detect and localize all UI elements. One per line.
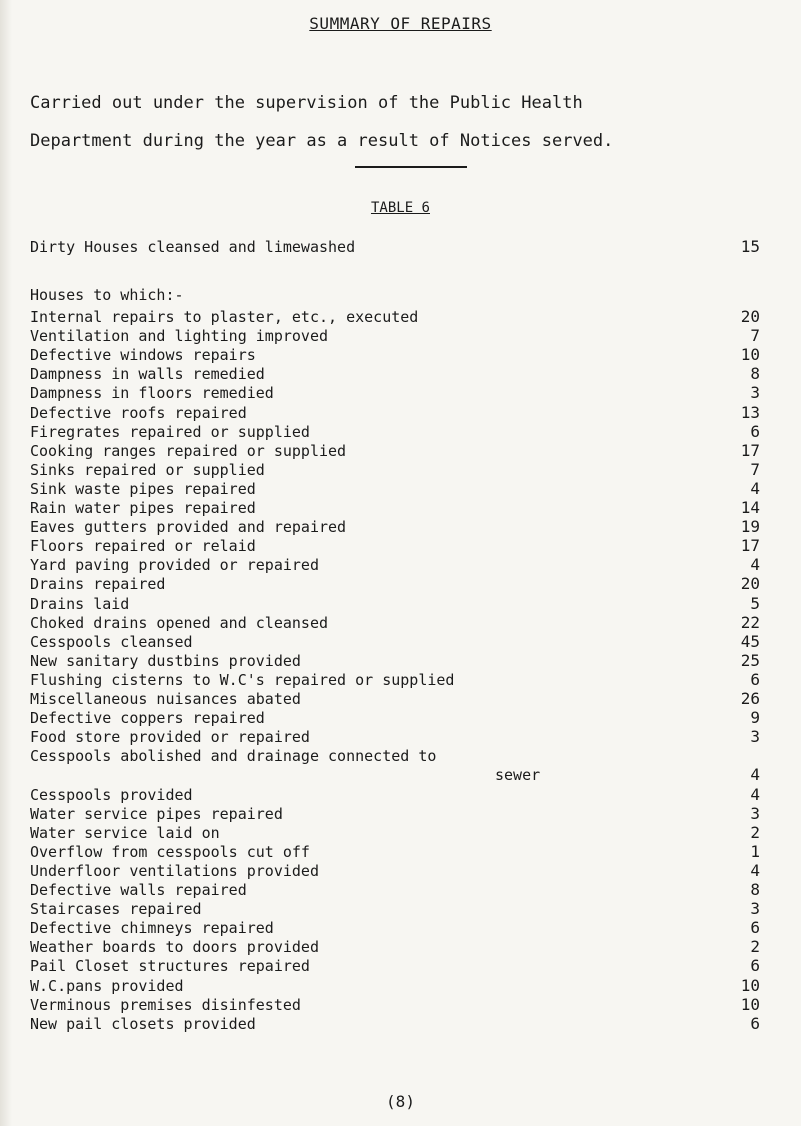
table-row: [30, 881, 760, 899]
row-value: 1: [750, 841, 760, 861]
row-label: Internal repairs to plaster, etc., executed: [30, 308, 419, 326]
table-row: [30, 996, 760, 1014]
row-label: Underfloor ventilations provided: [30, 861, 319, 880]
page-number: (8): [386, 1092, 415, 1111]
row-value: 3: [750, 383, 760, 403]
row-value: 6: [750, 956, 760, 976]
row-value: 6: [750, 421, 760, 441]
row-label: Pail Closet structures repaired: [30, 957, 310, 976]
row-value: 20: [740, 574, 760, 594]
row-value: 5: [750, 593, 760, 613]
row-value: 2: [750, 822, 760, 842]
row-value: 8: [750, 880, 760, 899]
row-value: 4: [750, 478, 760, 498]
divider-rule: [355, 166, 467, 168]
row-label: Ventilation and lighting improved: [30, 327, 329, 346]
row-label: Cesspools cleansed: [30, 632, 193, 651]
row-label: Eaves gutters provided and repaired: [30, 518, 347, 537]
intro-line: Carried out under the supervision of the Public Health: [30, 93, 583, 113]
row-value: 17: [740, 440, 760, 460]
row-value: 20: [740, 307, 760, 326]
row-label: W.C.pans provided: [30, 976, 184, 995]
row-label: Weather boards to doors provided: [30, 938, 319, 957]
row-value: 10: [740, 345, 760, 365]
row-label: Dampness in walls remedied: [30, 365, 265, 384]
table-row: [30, 805, 760, 823]
row-label: Cesspools abolished and drainage connected to: [30, 747, 437, 766]
intro-paragraph: [30, 84, 790, 160]
row-label: Rain water pipes repaired: [30, 499, 256, 517]
row-label: Defective chimneys repaired: [30, 919, 274, 938]
row-value: 2: [750, 937, 760, 957]
row-label: Flushing cisterns to W.C's repaired or supplied: [30, 670, 455, 689]
table-row: [30, 633, 760, 651]
table-row: [30, 365, 760, 383]
table-row: [30, 862, 760, 880]
row-label: Water service laid on: [30, 823, 220, 842]
section-subheading: Houses to which:-: [30, 286, 184, 304]
table-row: [30, 652, 760, 670]
row-value: 10: [740, 975, 760, 995]
table-row: [30, 900, 760, 918]
table-row: [30, 919, 760, 937]
table-row: [30, 671, 760, 689]
row-label-continuation: sewer: [495, 766, 541, 785]
row-label: Firegrates repaired or supplied: [30, 422, 310, 441]
row-label: New pail closets provided: [30, 1014, 256, 1033]
row-label: Choked drains opened and cleansed: [30, 613, 329, 632]
table-row-continuation: [30, 766, 760, 784]
row-label: Staircases repaired: [30, 900, 202, 919]
row-value: 8: [750, 364, 760, 384]
row-value: 14: [740, 498, 760, 517]
table-row: [30, 480, 760, 498]
table-row: [30, 938, 760, 956]
table-row: [30, 824, 760, 842]
row-value: 26: [740, 689, 760, 708]
table-row: [30, 728, 760, 746]
row-label: Defective windows repairs: [30, 346, 256, 365]
row-label: Miscellaneous nuisances abated: [30, 690, 301, 708]
table-row: [30, 957, 760, 975]
table-row: [30, 1015, 760, 1033]
row-label: Verminous premises disinfested: [30, 995, 301, 1014]
table-row: [30, 327, 760, 345]
row-label: Dampness in floors remedied: [30, 384, 274, 403]
row-value: 45: [740, 631, 760, 651]
row-value: 17: [740, 536, 760, 556]
row-label: Drains repaired: [30, 575, 166, 594]
table-row: [30, 595, 760, 613]
row-label: Cooking ranges repaired or supplied: [30, 441, 347, 460]
row-value: 3: [750, 727, 760, 747]
table-row: [30, 575, 760, 593]
table-row: [30, 404, 760, 422]
row-value: 22: [740, 612, 760, 632]
page-title: SUMMARY OF REPAIRS: [309, 14, 492, 33]
table-row: [30, 461, 760, 479]
row-value: 4: [750, 555, 760, 575]
table-row: [30, 384, 760, 402]
table-row: [30, 238, 760, 256]
table-row: [30, 614, 760, 632]
row-value: 4: [750, 860, 760, 880]
row-value: 4: [750, 784, 760, 804]
row-value: 6: [750, 1013, 760, 1033]
table-row: [30, 537, 760, 555]
table-row: [30, 747, 760, 765]
row-value: 9: [750, 708, 760, 728]
row-value: 7: [750, 326, 760, 346]
row-label: Overflow from cesspools cut off: [30, 842, 310, 861]
row-label: Cesspools provided: [30, 785, 193, 804]
row-value: 19: [740, 517, 760, 537]
row-label: Floors repaired or relaid: [30, 537, 256, 556]
row-label: Defective walls repaired: [30, 881, 247, 899]
table-row: [30, 308, 760, 326]
row-label: Yard paving provided or repaired: [30, 556, 319, 575]
row-value: 3: [750, 803, 760, 823]
table-row: [30, 423, 760, 441]
table-row: [30, 786, 760, 804]
row-label: Water service pipes repaired: [30, 804, 283, 823]
page-edge-shadow: [0, 0, 12, 1126]
row-value: 15: [740, 237, 760, 256]
row-label: Drains laid: [30, 594, 130, 613]
table-row: [30, 346, 760, 364]
row-label: Defective coppers repaired: [30, 709, 265, 728]
table-row: [30, 977, 760, 995]
row-value: 3: [750, 899, 760, 919]
row-value: 13: [740, 402, 760, 422]
row-label: New sanitary dustbins provided: [30, 651, 301, 670]
table-row: [30, 442, 760, 460]
row-label: Food store provided or repaired: [30, 728, 310, 747]
row-value: 10: [740, 994, 760, 1014]
intro-line: Department during the year as a result of Notices served.: [30, 131, 614, 151]
table-row: [30, 690, 760, 708]
row-value: 25: [740, 650, 760, 670]
table-row: [30, 499, 760, 517]
row-label: Sinks repaired or supplied: [30, 460, 265, 479]
row-value: 7: [750, 459, 760, 479]
table-row: [30, 843, 760, 861]
row-value: 6: [750, 918, 760, 938]
table-row: [30, 709, 760, 727]
row-value: 4: [750, 765, 760, 785]
table-row: [30, 556, 760, 574]
row-label: Dirty Houses cleansed and limewashed: [30, 238, 356, 256]
row-label: Defective roofs repaired: [30, 403, 247, 422]
row-label: Sink waste pipes repaired: [30, 479, 256, 498]
table-label: TABLE 6: [370, 200, 430, 216]
row-value: 6: [750, 669, 760, 689]
table-row: [30, 518, 760, 536]
